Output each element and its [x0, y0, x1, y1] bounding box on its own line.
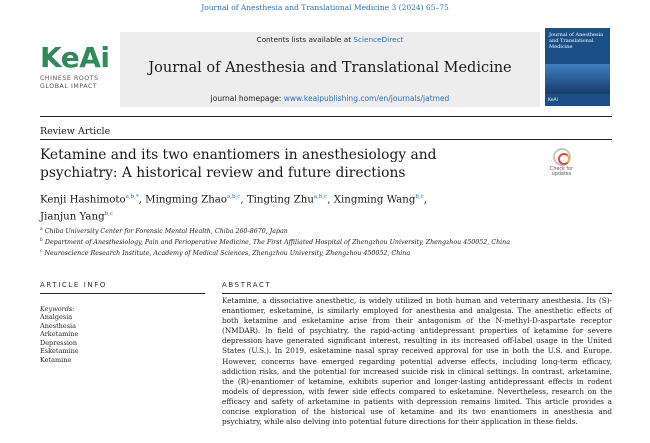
affiliation-mark: b: [40, 238, 43, 244]
author-name[interactable]: Tingting Zhu: [246, 194, 314, 206]
article-type: Review Article: [40, 126, 111, 137]
affiliation-text: Chiba University Center for Forensic Mental Health, Chiba 260-8670, Japan: [44, 228, 288, 236]
check-for-updates-line-2: updates: [551, 172, 572, 178]
header-divider: [40, 116, 612, 117]
article-title: Ketamine and its two enantiomers in anesthesiology and psychiatry: A historical review and future directions: [40, 147, 437, 181]
journal-homepage-link[interactable]: www.keaipublishing.com/en/journals/jatmed: [283, 94, 450, 103]
logo-tagline: [40, 75, 125, 90]
sciencedirect-link[interactable]: ScienceDirect: [353, 35, 404, 44]
cover-title: Journal of Anesthesia and Translational Medicine: [549, 32, 604, 50]
keywords-list: [40, 313, 79, 364]
keyword-item[interactable]: Ketamine: [40, 355, 72, 364]
contents-available-line: [120, 35, 540, 44]
author-separator: ,: [138, 194, 146, 206]
affiliation-text: Neuroscience Research Institute, Academy of Medical Sciences, Zhengzhou University, Zhengzhou 450052, China: [44, 250, 411, 258]
journal-homepage-line: [120, 94, 540, 103]
author-affiliation-marks[interactable]: b,c: [415, 194, 424, 200]
affiliation-item: [40, 236, 600, 247]
journal-cover-thumbnail[interactable]: [545, 28, 610, 106]
affiliation-mark: a: [40, 227, 43, 232]
author-separator: ,: [327, 194, 334, 206]
logo-tagline-line-2: GLOBAL IMPACT: [40, 82, 98, 90]
homepage-prefix: journal homepage:: [210, 94, 284, 103]
article-info-heading: ARTICLE INFO: [40, 281, 107, 289]
affiliation-text: Department of Anesthesiology, Pain and Perioperative Medicine, The First Affiliated Hospital of Zhengzhou University, Zhengzhou 450052, China: [44, 239, 510, 247]
keyword-item[interactable]: Analgesia: [40, 313, 73, 321]
author-separator: ,: [240, 194, 247, 206]
check-for-updates-icon: [553, 148, 571, 166]
affiliation-item: [40, 247, 600, 258]
keyword-item[interactable]: Anesthesia: [40, 321, 76, 330]
affiliation-mark: c: [40, 249, 43, 255]
abstract-divider: [222, 293, 612, 294]
logo-wordmark: KeAi: [40, 41, 110, 74]
author-name[interactable]: Jianjun Yang: [40, 211, 105, 223]
abstract-text: Ketamine, a dissociative anesthetic, is widely utilized in both human and veterinary anesthesia. Its (S)-enantiomer, esketamine, is similarly employed for anesthesia and analgesia. The anesthetic effects of both ketamine and esketamine arise from their antagonism of the N-methyl-D-aspartate receptor (NMDAR). In field of psychiatry, the rapid-acting antidepressant properties of ketamine for severe depression have generated significant interest, resulting in its increased off-label usage in the United States (U.S.). In 2019, esketamine nasal spray received approval for use in both the U.S. and Europe. However, concerns have emerged regarding potential adverse effects, including long-term efficacy, addiction risks, and the potential for increased suicide risk in clinical settings. In contrast, arketamine, the (R)-enantiomer of ketamine, exhibits superior and longer-lasting antidepressant effects in rodent models of depression, with fewer side effects compared to esketamine. Nevertheless, research on the efficacy and safety of arketamine in patients with depression remains limited. This article provides a concise exploration of the historical use of ketamine and its two enantiomers in anesthesia and psychiatry, while also delving into potential future directions for their application in these fields.: [222, 296, 612, 427]
check-for-updates-line-1: Check for: [550, 167, 573, 172]
journal-banner-title: Journal of Anesthesia and Translational Medicine: [148, 60, 512, 76]
cover-graphic: [545, 64, 610, 94]
keyword-item[interactable]: Depression: [40, 338, 78, 347]
contents-prefix: Contents lists available at: [256, 35, 354, 44]
author-name[interactable]: Mingming Zhao: [145, 194, 227, 206]
cover-logo: KeAi: [548, 98, 558, 103]
author-affiliation-marks[interactable]: a,b,c: [227, 194, 241, 200]
affiliation-item: [40, 225, 600, 236]
abstract-heading: ABSTRACT: [222, 281, 272, 289]
keai-logo[interactable]: [40, 41, 125, 90]
affiliation-list: [40, 225, 600, 258]
article-info-divider: [40, 293, 205, 294]
logo-tagline-line-1: CHINESE ROOTS: [40, 75, 99, 82]
article-type-divider: [40, 139, 612, 140]
check-for-updates-button[interactable]: [545, 148, 578, 178]
author-separator: ,: [423, 194, 427, 206]
author-list: [40, 190, 600, 225]
keyword-item[interactable]: Esketamine: [40, 347, 79, 355]
author-affiliation-marks[interactable]: a,b,c: [313, 194, 328, 200]
author-name[interactable]: Xingming Wang: [333, 194, 416, 206]
journal-citation-line[interactable]: Journal of Anesthesia and Translational Medicine 3 (2024) 65–75: [201, 3, 449, 12]
check-for-updates-label: [545, 167, 578, 178]
keywords-label: Keywords:: [40, 305, 75, 313]
author-name[interactable]: Kenji Hashimoto: [40, 194, 126, 206]
author-affiliation-marks[interactable]: b,c: [104, 211, 113, 218]
author-affiliation-marks[interactable]: a,b,*: [125, 194, 139, 200]
keyword-item[interactable]: Arketamine: [40, 330, 79, 338]
